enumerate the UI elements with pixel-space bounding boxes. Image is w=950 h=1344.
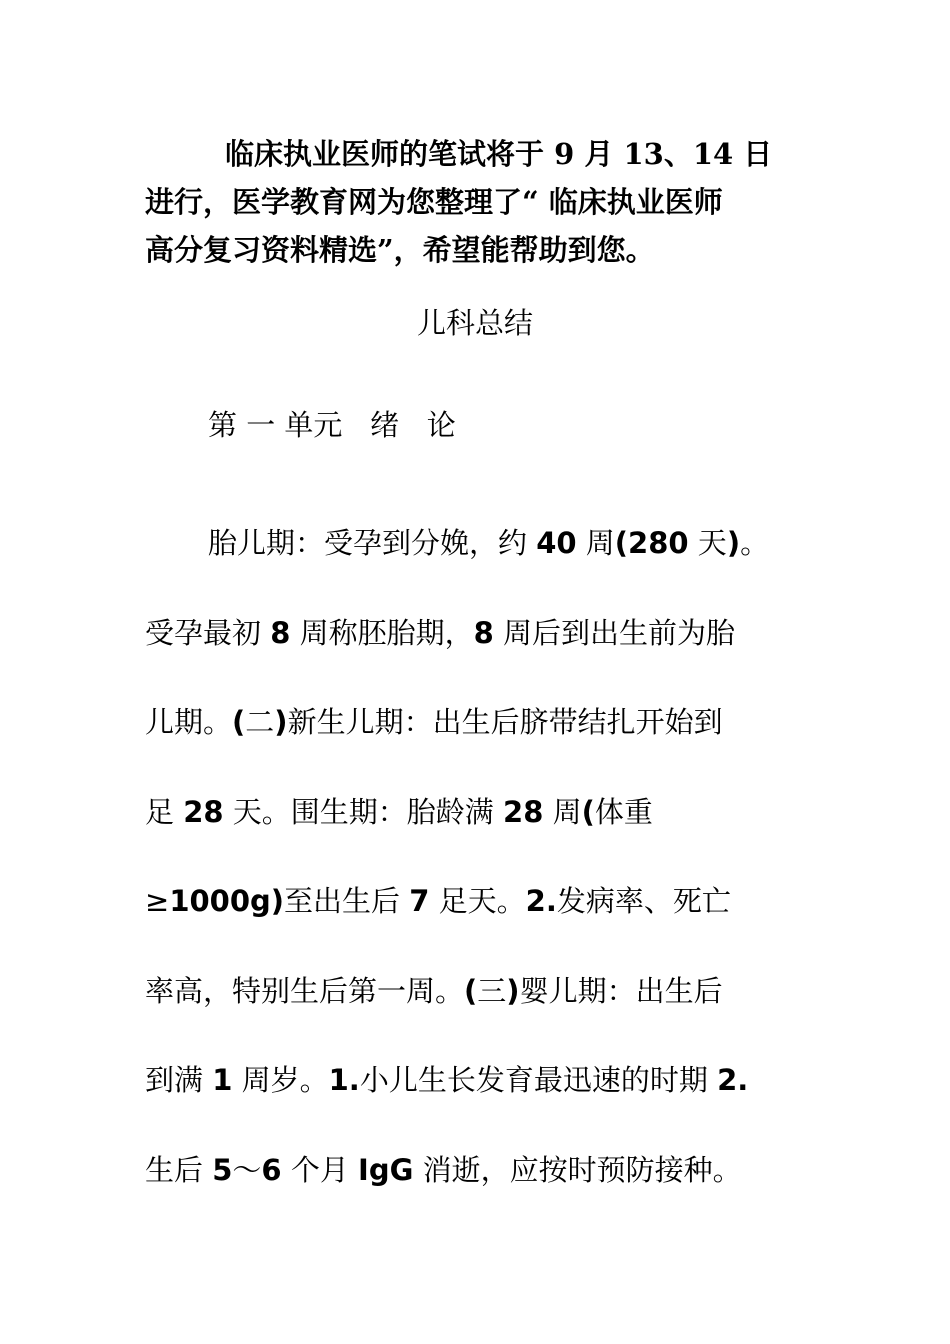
bold-text-run: 1 bbox=[212, 1063, 233, 1097]
bold-text-run: 8 bbox=[473, 615, 494, 650]
document-title: 儿科总结 bbox=[416, 306, 533, 340]
body-paragraph bbox=[145, 499, 815, 1215]
text-run: 周后到出生前为胎 bbox=[493, 615, 736, 650]
bold-text-run: ( bbox=[581, 794, 595, 829]
body-line bbox=[145, 947, 815, 1037]
text-run: 体重 bbox=[594, 794, 653, 829]
text-run: 儿期。 bbox=[145, 705, 233, 739]
bold-text-run: 1. bbox=[328, 1063, 360, 1097]
text-run: 个月 bbox=[281, 1152, 359, 1187]
text-run: 足 bbox=[145, 794, 184, 829]
body-line bbox=[145, 1036, 815, 1126]
bold-text-run: ( bbox=[232, 705, 246, 739]
text-run: 周 bbox=[576, 526, 615, 560]
text-run: 天 bbox=[688, 526, 727, 560]
bold-text-run: (280 bbox=[614, 526, 689, 560]
bold-text-run: ) bbox=[726, 526, 741, 560]
text-run: 发病率、死亡 bbox=[556, 884, 731, 918]
text-run: 。 bbox=[740, 526, 770, 560]
text-run: ≥ bbox=[145, 884, 170, 918]
body-line bbox=[145, 768, 815, 858]
bold-text-run: 2. bbox=[717, 1063, 749, 1097]
text-run: 消逝，应按时预防接种。 bbox=[413, 1152, 742, 1187]
text-run: 天。围生期：胎龄满 bbox=[223, 794, 504, 829]
bold-text-run: ) bbox=[506, 973, 520, 1008]
text-run: 小儿生长发育最迅速的时期 bbox=[359, 1063, 718, 1097]
bold-text-run: 2. bbox=[525, 884, 557, 918]
body-line bbox=[145, 678, 815, 768]
intro-line: 高分复习资料精选”，希望能帮助到您。 bbox=[145, 233, 655, 267]
text-run: 二 bbox=[245, 705, 275, 739]
bold-text-run: IgG bbox=[358, 1152, 414, 1187]
text-run: 到满 bbox=[145, 1063, 213, 1097]
intro-paragraph bbox=[145, 130, 805, 274]
text-run: 率高，特别生后第一周。 bbox=[145, 973, 465, 1008]
bold-text-run: 28 bbox=[503, 794, 544, 829]
body-line bbox=[145, 499, 815, 589]
text-run: 婴儿期：出生后 bbox=[519, 973, 723, 1008]
bold-text-run: 7 bbox=[409, 884, 430, 918]
intro-line: 临床执业医师的笔试将于 9 月 13、14 日 bbox=[225, 137, 773, 171]
bold-text-run: 1000g) bbox=[169, 884, 285, 918]
bold-text-run: 28 bbox=[183, 794, 224, 829]
intro-line: 进行，医学教育网为您整理了“ 临床执业医师 bbox=[145, 185, 723, 219]
bold-text-run: 8 bbox=[270, 615, 291, 650]
body-line bbox=[145, 589, 815, 679]
text-run: 受孕最初 bbox=[145, 615, 271, 650]
text-run: 胎儿期：受孕到分娩，约 bbox=[208, 526, 537, 560]
text-run: 生后 bbox=[145, 1152, 213, 1187]
bold-text-run: ( bbox=[464, 973, 478, 1008]
text-run: 至出生后 bbox=[284, 884, 410, 918]
text-run: 足天。 bbox=[429, 884, 526, 918]
text-run: 三 bbox=[477, 973, 507, 1008]
body-line bbox=[145, 857, 815, 947]
text-run: 新生儿期：出生后脐带结扎开始到 bbox=[287, 705, 723, 739]
text-run: 周称胚胎期， bbox=[290, 615, 474, 650]
text-run: ～ bbox=[232, 1152, 262, 1187]
bold-text-run: 40 bbox=[536, 526, 577, 560]
text-run: 周岁。 bbox=[232, 1063, 329, 1097]
bold-text-run: 5 bbox=[212, 1152, 233, 1187]
bold-text-run: 6 bbox=[261, 1152, 282, 1187]
bold-text-run: ) bbox=[274, 705, 288, 739]
text-run: 周 bbox=[543, 794, 582, 829]
unit-heading: 第 一 单元 绪 论 bbox=[208, 408, 456, 442]
body-line bbox=[145, 1126, 815, 1216]
